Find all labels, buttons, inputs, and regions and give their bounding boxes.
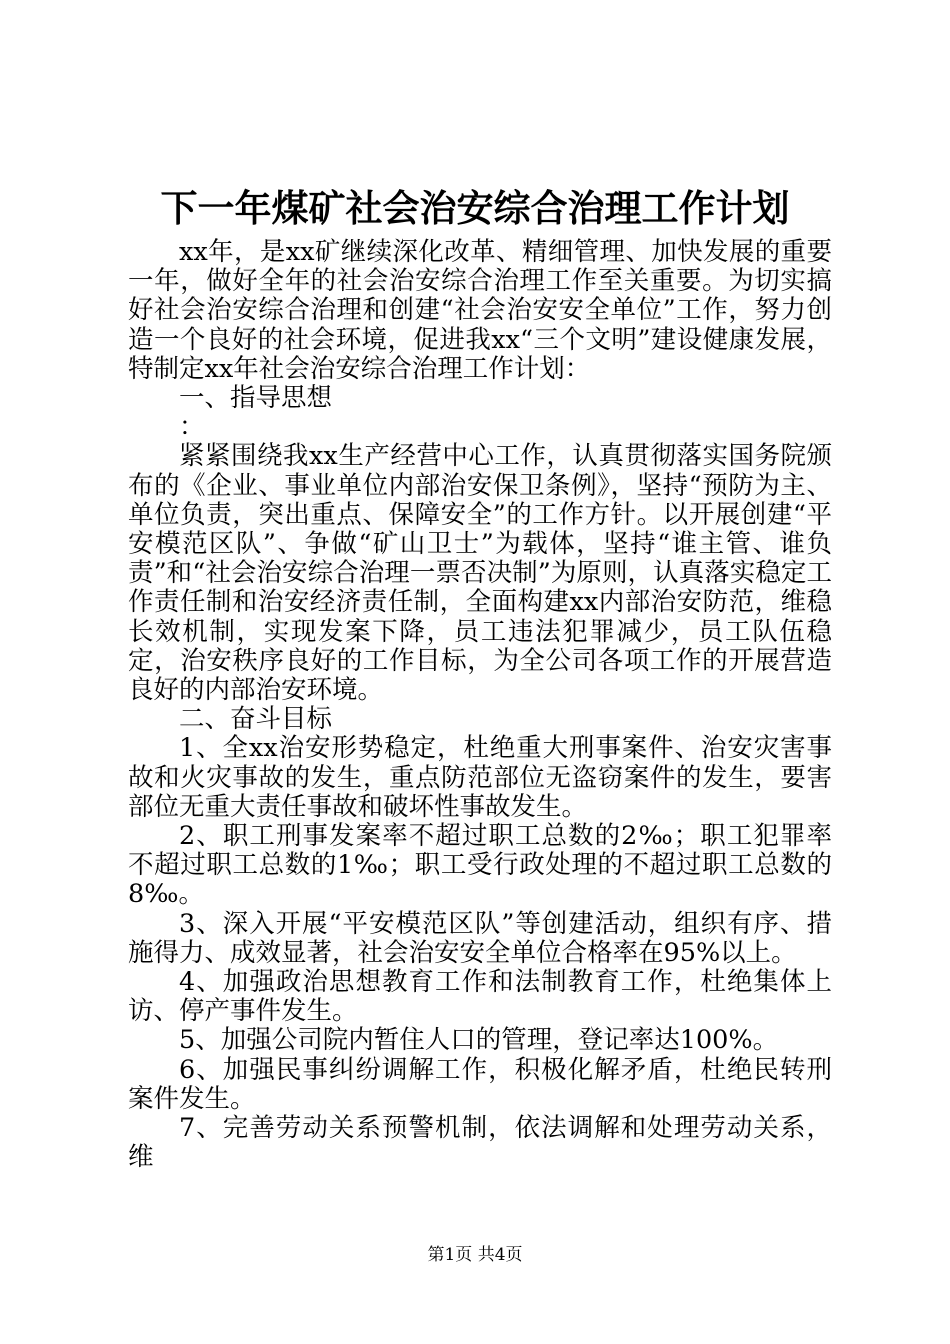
goal-item-3: 3、深入开展“平安模范区队”等创建活动，组织有序、措施得力、成效显著，社会治安安全单位合格率在95%以上。 [128,908,832,968]
goal-item-5: 5、加强公司院内暂住人口的管理，登记率达100%。 [179,1025,779,1056]
intro-paragraph: xx年，是xx矿继续深化改革、精细管理、加快发展的重要一年，做好全年的社会治安综合治理工作至关重要。为切实搞好社会治安综合治理和创建“社会治安安全单位”工作，努力创造一个良好的社会环境，促进我xx“三个文明”建设健康发展，特制定xx年社会治安综合治理工作计划： [128,237,832,384]
goal-item-4: 4、加强政治思想教育工作和法制教育工作，杜绝集体上访、停产事件发生。 [128,967,832,1027]
page-title: 下一年煤矿社会治安综合治理工作计划 [160,186,790,230]
goal-item-1: 1、全xx治安形势稳定，杜绝重大刑事案件、治安灾害事故和火灾事故的发生，重点防范部位无盗窃案件的发生，要害部位无重大责任事故和破坏性事故发生。 [128,733,832,822]
goal-item-7: 7、完善劳动关系预警机制，依法调解和处理劳动关系，维 [128,1113,832,1173]
page-footer: 第1页 共4页 [427,1245,523,1265]
goal-item-2: 2、职工刑事发案率不超过职工总数的2‰；职工犯罪率不超过职工总数的1‰；职工受行政处理的不超过职工总数的8‰。 [128,821,832,910]
goal-item-6: 6、加强民事纠纷调解工作，积极化解矛盾，杜绝民转刑案件发生。 [128,1054,832,1114]
section-heading-guiding-thought: 一、指导思想 [179,383,333,414]
document-body [128,238,832,1173]
section-heading-goals: 二、奋斗目标 [179,704,333,735]
colon-line: ： [179,412,205,443]
guiding-thought-paragraph: 紧紧围绕我xx生产经营中心工作，认真贯彻落实国务院颁布的《企业、事业单位内部治安保卫条例》，坚持“预防为主、单位负责，突出重点、保障安全”的工作方针。以开展创建“平安模范区队”、争做“矿山卫士”为载体，坚持“谁主管、谁负责”和“社会治安综合治理一票否决制”为原则，认真落实稳定工作责任制和治安经济责任制，全面构建xx内部治安防范，维稳长效机制，实现发案下降，员工违法犯罪减少，员工队伍稳定，治安秩序良好的工作目标，为全公司各项工作的开展营造良好的内部治安环境。 [128,441,832,706]
